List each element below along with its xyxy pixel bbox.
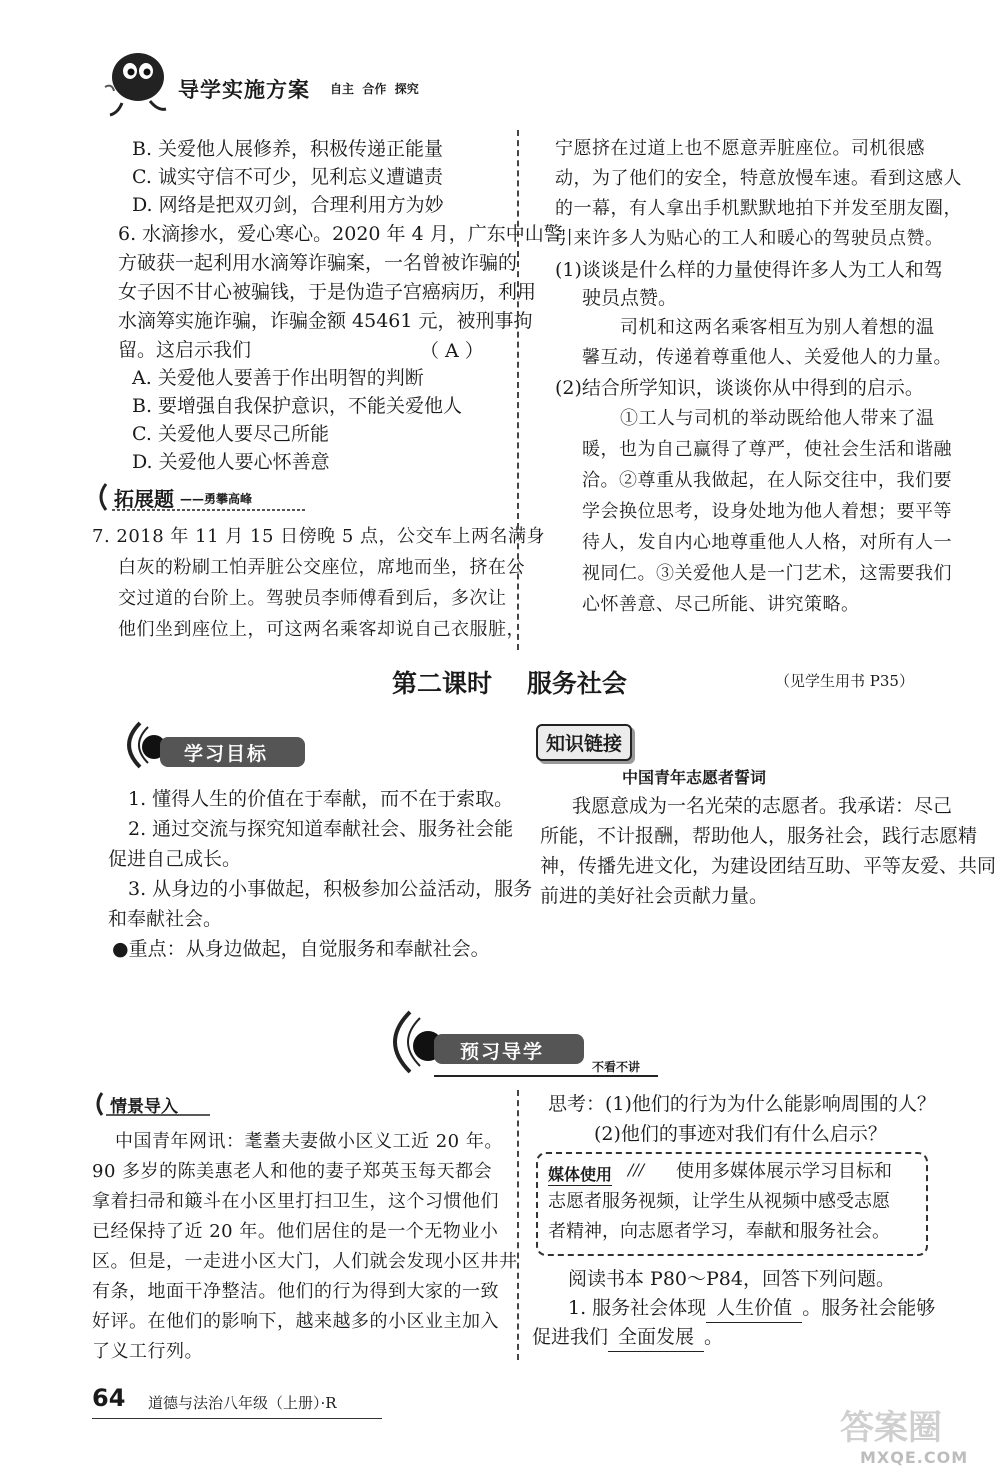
scene-line: 有条，地面干净整洁。他们的行为得到大家的一致 <box>92 1281 499 1302</box>
q7-continued-line: 动，为了他们的安全，特意放慢车速。看到这感人 <box>555 168 962 189</box>
knowledge-line: 所能，不计报酬，帮助他人，服务社会，践行志愿精 <box>540 825 978 847</box>
q7-continued-line: 的一幕，有人拿出手机默默地拍下并发至朋友圈， <box>555 198 962 219</box>
knowledge-tag <box>536 724 632 761</box>
q7-continued-line: 宁愿挤在过道上也不愿意弄脏座位。司机很感 <box>555 138 925 159</box>
scene-line: 拿着扫帚和簸斗在小区里打扫卫生，这个习惯他们 <box>92 1191 499 1212</box>
scene-line: 中国青年网讯：耄耋夫妻做小区义工近 20 年。 <box>115 1131 503 1152</box>
extend-title: 拓展题 <box>114 487 174 511</box>
q7-sub2: (2)结合所学知识，谈谈你从中得到的启示。 <box>555 377 924 399</box>
q7-line: 他们坐到座位上，可这两名乘客却说自己衣服脏， <box>118 619 525 640</box>
header-title: 导学实施方案 <box>178 78 310 102</box>
scene-line: 好评。在他们的影响下，越来越多的小区业主加入 <box>92 1311 499 1332</box>
key-point: ●重点：从身边做起，自觉服务和奉献社会。 <box>112 938 490 960</box>
q6-answer: （ A ） <box>420 340 484 362</box>
reading-q1-prefix: 1. 服务社会体现 <box>568 1297 707 1319</box>
media-line: 志愿者服务视频，让学生从视频中感受志愿 <box>548 1191 890 1212</box>
media-line: 者精神，向志愿者学习，奉献和服务社会。 <box>548 1221 890 1242</box>
knowledge-line: 神，传播先进文化，为建设团结互助、平等友爱、共同 <box>540 855 997 877</box>
knowledge-line: 我愿意成为一名光荣的志愿者。我承诺：尽己 <box>572 795 953 817</box>
column-divider <box>517 130 519 650</box>
footer-book-title: 道德与法治八年级（上册）·R <box>148 1394 337 1412</box>
knowledge-title: 中国青年志愿者誓词 <box>622 768 767 787</box>
q6-option: D. 关爱他人要心怀善意 <box>132 451 330 473</box>
scene-line: 区。但是，一走进小区大门，人们就会发现小区井井 <box>92 1251 518 1272</box>
media-box <box>536 1152 928 1256</box>
q7-answer1: 馨互动，传递着尊重他人、关爱他人的力量。 <box>582 347 952 368</box>
q7-sub1: (1)谈谈是什么样的力量使得许多人为工人和驾 <box>555 259 943 281</box>
footer-rule <box>92 1418 382 1419</box>
scene-line: 90 多岁的陈美惠老人和他的妻子郑英玉每天都会 <box>92 1161 493 1182</box>
q6-line: 女子因不甘心被骗钱，于是伪造子宫癌病历，利用 <box>118 281 537 303</box>
q6-option: A. 关爱他人要善于作出明智的判断 <box>132 367 424 389</box>
reading-q1-answer2: 全面发展 <box>608 1323 704 1352</box>
knowledge-tag-text: 知识链接 <box>546 733 623 755</box>
media-tag: 媒体使用 <box>548 1162 612 1186</box>
q7-answer1: 司机和这两名乘客相互为别人着想的温 <box>620 317 935 338</box>
q6-line: 6. 水滴掺水，爱心寒心。2020 年 4 月，广东中山警 <box>118 223 563 245</box>
mascot-logo <box>100 45 170 120</box>
knowledge-line: 前进的美好社会贡献力量。 <box>540 885 769 907</box>
q7-answer2: 洽。②尊重从我做起，在人际交往中，我们要 <box>582 470 952 491</box>
scene-line: 已经保持了近 20 年。他们居住的是一个无物业小 <box>92 1221 499 1242</box>
watermark-text: 答案圈 <box>840 1408 942 1448</box>
q7-answer2: 心怀善意、尽己所能、讲究策略。 <box>582 594 860 615</box>
q7-line: 交过道的台阶上。驾驶员李师傅看到后，多次让 <box>118 588 507 609</box>
watermark <box>830 1400 990 1475</box>
q6-line: 水滴筹实施诈骗，诈骗金额 45461 元，被刑事拘 <box>118 310 533 332</box>
q7-answer2: 待人，发自内心地尊重他人人格，对所有人一 <box>582 532 952 553</box>
extend-subtitle: ——勇攀高峰 <box>180 492 253 506</box>
media-slashes-icon: /// <box>628 1160 645 1179</box>
q7-line: 7. 2018 年 11 月 15 日傍晚 5 点，公交车上两名满身 <box>92 526 546 547</box>
objectives-banner <box>110 715 310 775</box>
q6-line: 留。这启示我们 <box>118 339 252 361</box>
scene-tag <box>92 1090 212 1118</box>
objective-item: 和奉献社会。 <box>108 908 223 930</box>
q7-line: 白灰的粉刷工怕弄脏公交座位，席地而坐，挤在公 <box>118 557 525 578</box>
q7-answer2: 学会换位思考，设身处地为他人着想；要平等 <box>582 501 952 522</box>
reading-q1-answer1: 人生价值 <box>706 1294 802 1323</box>
media-line: 使用多媒体展示学习目标和 <box>676 1161 892 1182</box>
q6-option: C. 关爱他人要尽己所能 <box>132 423 329 445</box>
q5-option-d: D. 网络是把双刃剑，合理利用方为妙 <box>132 194 444 216</box>
lesson-reference: （见学生用书 P35） <box>775 672 914 690</box>
q5-option-b: B. 关爱他人展修养，积极传递正能量 <box>132 138 444 160</box>
page-number: 64 <box>92 1384 126 1412</box>
q7-answer2: ①工人与司机的举动既给他人带来了温 <box>620 408 935 429</box>
preview-banner <box>370 1002 660 1082</box>
q5-option-c: C. 诚实守信不可少，见利忘义遭谴责 <box>132 166 443 188</box>
objective-item: 促进自己成长。 <box>108 848 242 870</box>
objectives-banner-text: 学习目标 <box>184 743 269 765</box>
q7-continued-line: 引来许多人为贴心的工人和暖心的驾驶员点赞。 <box>555 228 944 249</box>
preview-banner-sub: 不看不讲 <box>592 1060 641 1074</box>
q7-sub1: 驶员点赞。 <box>582 287 678 309</box>
reading-q1-end: 。 <box>704 1326 724 1348</box>
reading-q1-mid: 。服务社会能够 <box>802 1297 936 1319</box>
think-question-1: 思考：(1)他们的行为为什么能影响周围的人？ <box>548 1093 936 1115</box>
watermark-url: MXQE.COM <box>860 1448 969 1467</box>
objective-item: 2. 通过交流与探究知道奉献社会、服务社会能 <box>128 818 514 840</box>
objective-item: 1. 懂得人生的价值在于奉献，而不在于索取。 <box>128 788 514 810</box>
q6-line: 方破获一起利用水滴筹诈骗案，一名曾被诈骗的 <box>118 252 518 274</box>
scene-tag-text: 情景导入 <box>110 1097 178 1117</box>
lesson-title: 第二课时 服务社会 <box>392 669 627 698</box>
reading-q1-line2 <box>532 1323 723 1352</box>
reading-q1-prefix2: 促进我们 <box>532 1326 609 1348</box>
reading-intro: 阅读书本 P80～P84，回答下列问题。 <box>568 1268 895 1290</box>
reading-q1-line1 <box>568 1294 935 1323</box>
objective-item: 3. 从身边的小事做起，积极参加公益活动，服务 <box>128 878 533 900</box>
column-divider-bottom <box>517 1090 519 1360</box>
q7-answer2: 暖，也为自己赢得了尊严，使社会生活和谐融 <box>582 439 952 460</box>
q6-option: B. 要增强自我保护意识，不能关爱他人 <box>132 395 463 417</box>
scene-line: 了义工行列。 <box>92 1341 203 1362</box>
preview-banner-text: 预习导学 <box>460 1041 545 1063</box>
think-question-2: (2)他们的事迹对我们有什么启示？ <box>594 1123 887 1145</box>
q7-answer2: 视同仁。③关爱他人是一门艺术，这需要我们 <box>582 563 952 584</box>
extend-banner <box>92 480 312 514</box>
header-subtitle: 自主 合作 探究 <box>330 82 419 96</box>
